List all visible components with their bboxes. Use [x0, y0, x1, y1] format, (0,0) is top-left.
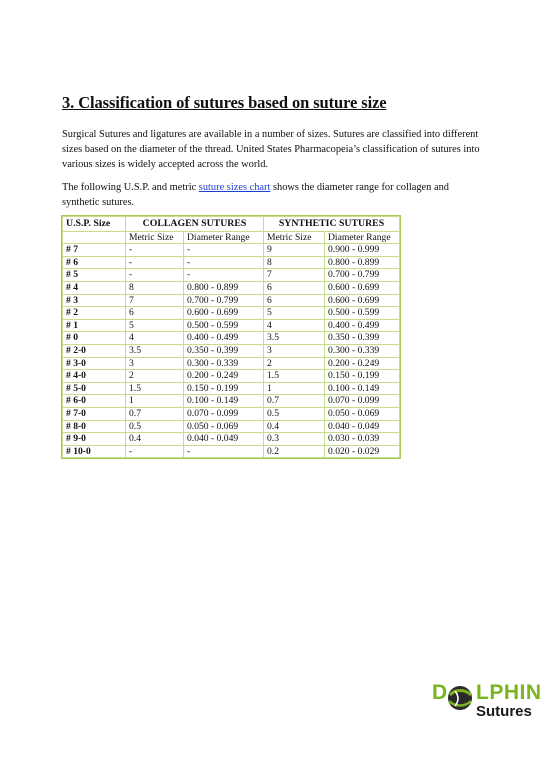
collagen-diameter-cell: 0.050 - 0.069	[184, 420, 264, 433]
usp-size-cell: # 8-0	[63, 420, 126, 433]
dolphin-sutures-logo	[428, 681, 546, 725]
table-row	[63, 370, 400, 383]
usp-size-cell: # 5-0	[63, 382, 126, 395]
chart-intro-before: The following U.S.P. and metric	[62, 182, 199, 193]
synthetic-metric-cell: 0.4	[264, 420, 325, 433]
synthetic-diameter-cell: 0.600 - 0.699	[325, 294, 400, 307]
usp-size-cell: # 1	[63, 319, 126, 332]
subheader-collagen-metric: Metric Size	[126, 231, 184, 244]
section-heading: 3. Classification of sutures based on suture size	[62, 93, 387, 112]
synthetic-metric-cell: 9	[264, 244, 325, 257]
synthetic-metric-cell: 0.3	[264, 433, 325, 446]
subheader-synthetic-metric: Metric Size	[264, 231, 325, 244]
synthetic-metric-cell: 0.5	[264, 407, 325, 420]
chart-intro-after: shows the diameter range for collagen and synthetic sutures.	[62, 182, 449, 208]
collagen-metric-cell: 1	[126, 395, 184, 408]
collagen-metric-cell: 0.5	[126, 420, 184, 433]
synthetic-metric-cell: 3.5	[264, 332, 325, 345]
header-usp-size: U.S.P. Size	[63, 217, 126, 232]
collagen-diameter-cell: 0.150 - 0.199	[184, 382, 264, 395]
synthetic-metric-cell: 7	[264, 269, 325, 282]
table-row	[63, 332, 400, 345]
usp-size-cell: # 10-0	[63, 445, 126, 458]
collagen-metric-cell: -	[126, 244, 184, 257]
table-row	[63, 244, 400, 257]
table-row	[63, 294, 400, 307]
suture-size-table	[62, 216, 400, 458]
table-row	[63, 433, 400, 446]
usp-size-cell: # 7	[63, 244, 126, 257]
collagen-diameter-cell: 0.070 - 0.099	[184, 407, 264, 420]
suture-sizes-chart-link[interactable]: suture sizes chart	[198, 182, 271, 193]
usp-size-cell: # 9-0	[63, 433, 126, 446]
collagen-diameter-cell: -	[184, 269, 264, 282]
logo-letter-d: D	[432, 681, 448, 704]
collagen-metric-cell: 0.4	[126, 433, 184, 446]
collagen-metric-cell: 1.5	[126, 382, 184, 395]
usp-size-cell: # 2	[63, 307, 126, 320]
collagen-metric-cell: 8	[126, 281, 184, 294]
collagen-diameter-cell: -	[184, 445, 264, 458]
usp-size-cell: # 2-0	[63, 344, 126, 357]
usp-size-cell: # 6-0	[63, 395, 126, 408]
header-synthetic: SYNTHETIC SUTURES	[264, 217, 400, 232]
collagen-metric-cell: -	[126, 256, 184, 269]
table-row	[63, 281, 400, 294]
synthetic-metric-cell: 2	[264, 357, 325, 370]
collagen-diameter-cell: 0.300 - 0.339	[184, 357, 264, 370]
synthetic-diameter-cell: 0.400 - 0.499	[325, 319, 400, 332]
collagen-diameter-cell: 0.600 - 0.699	[184, 307, 264, 320]
collagen-diameter-cell: 0.350 - 0.399	[184, 344, 264, 357]
synthetic-diameter-cell: 0.200 - 0.249	[325, 357, 400, 370]
synthetic-diameter-cell: 0.500 - 0.599	[325, 307, 400, 320]
collagen-diameter-cell: 0.400 - 0.499	[184, 332, 264, 345]
synthetic-diameter-cell: 0.020 - 0.029	[325, 445, 400, 458]
subheader-blank	[63, 231, 126, 244]
collagen-diameter-cell: 0.100 - 0.149	[184, 395, 264, 408]
collagen-metric-cell: -	[126, 269, 184, 282]
collagen-metric-cell: 6	[126, 307, 184, 320]
synthetic-diameter-cell: 0.070 - 0.099	[325, 395, 400, 408]
table-subheader-row	[63, 231, 400, 244]
synthetic-diameter-cell: 0.050 - 0.069	[325, 407, 400, 420]
synthetic-metric-cell: 4	[264, 319, 325, 332]
synthetic-diameter-cell: 0.800 - 0.899	[325, 256, 400, 269]
usp-size-cell: # 3-0	[63, 357, 126, 370]
collagen-diameter-cell: 0.040 - 0.049	[184, 433, 264, 446]
collagen-diameter-cell: 0.700 - 0.799	[184, 294, 264, 307]
usp-size-cell: # 5	[63, 269, 126, 282]
usp-size-cell: # 4	[63, 281, 126, 294]
collagen-metric-cell: 2	[126, 370, 184, 383]
collagen-metric-cell: 4	[126, 332, 184, 345]
collagen-diameter-cell: 0.500 - 0.599	[184, 319, 264, 332]
table-row	[63, 407, 400, 420]
synthetic-metric-cell: 5	[264, 307, 325, 320]
table-row	[63, 344, 400, 357]
synthetic-diameter-cell: 0.300 - 0.339	[325, 344, 400, 357]
usp-size-cell: # 3	[63, 294, 126, 307]
globe-icon	[445, 683, 475, 713]
usp-size-cell: # 4-0	[63, 370, 126, 383]
usp-size-cell: # 0	[63, 332, 126, 345]
chart-intro-paragraph	[62, 180, 487, 210]
intro-paragraph: Surgical Sutures and ligatures are available in a number of sizes. Sutures are classified into different sizes based on the diameter of the thread. United States Pharmacopeia’s classification of sutures into various sizes is widely accepted across the world.	[62, 129, 480, 170]
collagen-diameter-cell: 0.200 - 0.249	[184, 370, 264, 383]
table-row	[63, 307, 400, 320]
collagen-diameter-cell: -	[184, 256, 264, 269]
table-row	[63, 357, 400, 370]
synthetic-metric-cell: 6	[264, 294, 325, 307]
header-collagen: COLLAGEN SUTURES	[126, 217, 264, 232]
logo-word: LPHIN	[476, 681, 542, 704]
synthetic-metric-cell: 0.7	[264, 395, 325, 408]
table-row	[63, 269, 400, 282]
subheader-synthetic-diameter: Diameter Range	[325, 231, 400, 244]
synthetic-metric-cell: 6	[264, 281, 325, 294]
table-row	[63, 395, 400, 408]
usp-size-cell: # 7-0	[63, 407, 126, 420]
synthetic-metric-cell: 3	[264, 344, 325, 357]
collagen-metric-cell: -	[126, 445, 184, 458]
synthetic-metric-cell: 1	[264, 382, 325, 395]
collagen-diameter-cell: 0.800 - 0.899	[184, 281, 264, 294]
collagen-metric-cell: 3	[126, 357, 184, 370]
logo-subtitle: Sutures	[476, 703, 532, 720]
collagen-diameter-cell: -	[184, 244, 264, 257]
table-row	[63, 445, 400, 458]
synthetic-diameter-cell: 0.040 - 0.049	[325, 420, 400, 433]
table-header-row	[63, 217, 400, 232]
synthetic-diameter-cell: 0.350 - 0.399	[325, 332, 400, 345]
synthetic-diameter-cell: 0.700 - 0.799	[325, 269, 400, 282]
synthetic-diameter-cell: 0.600 - 0.699	[325, 281, 400, 294]
synthetic-diameter-cell: 0.150 - 0.199	[325, 370, 400, 383]
collagen-metric-cell: 0.7	[126, 407, 184, 420]
collagen-metric-cell: 3.5	[126, 344, 184, 357]
synthetic-diameter-cell: 0.900 - 0.999	[325, 244, 400, 257]
synthetic-metric-cell: 0.2	[264, 445, 325, 458]
synthetic-diameter-cell: 0.100 - 0.149	[325, 382, 400, 395]
table-row	[63, 319, 400, 332]
subheader-collagen-diameter: Diameter Range	[184, 231, 264, 244]
synthetic-diameter-cell: 0.030 - 0.039	[325, 433, 400, 446]
synthetic-metric-cell: 1.5	[264, 370, 325, 383]
usp-size-cell: # 6	[63, 256, 126, 269]
table-row	[63, 420, 400, 433]
table-row	[63, 256, 400, 269]
collagen-metric-cell: 7	[126, 294, 184, 307]
synthetic-metric-cell: 8	[264, 256, 325, 269]
table-row	[63, 382, 400, 395]
collagen-metric-cell: 5	[126, 319, 184, 332]
